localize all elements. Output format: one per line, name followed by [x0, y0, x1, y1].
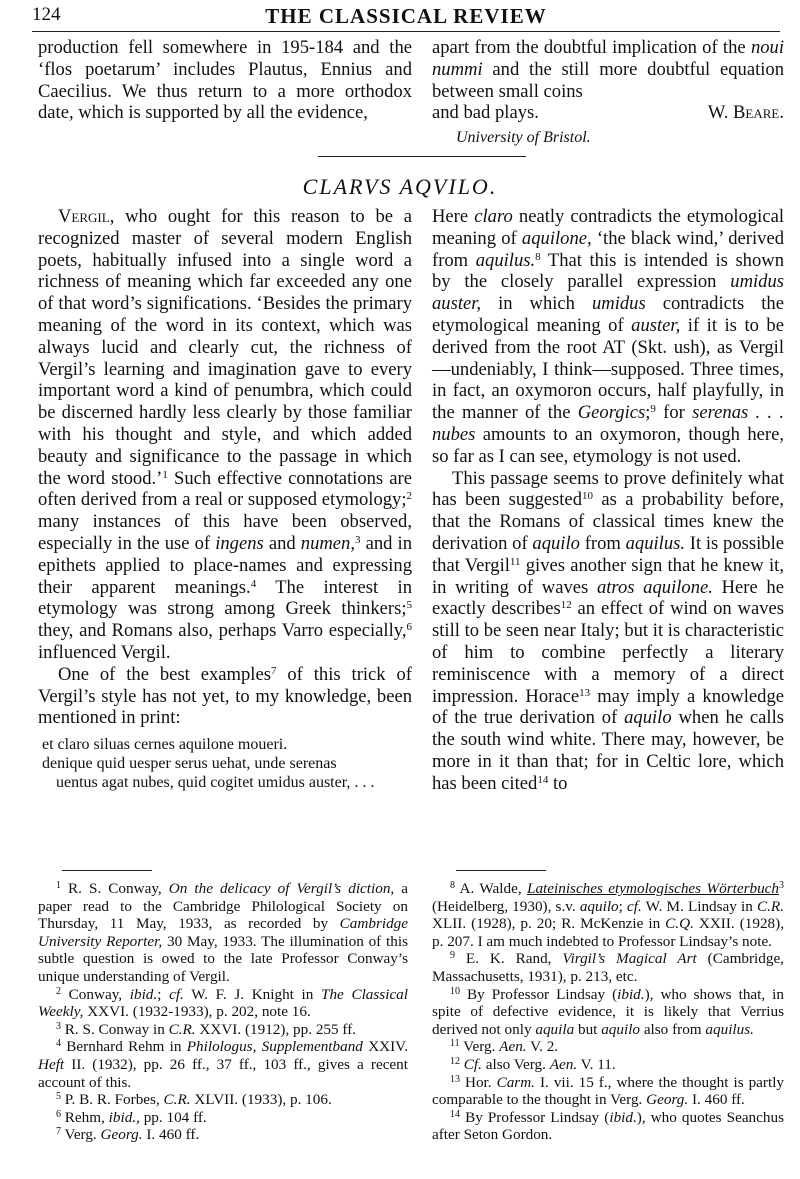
paragraph-3: Here claro neatly contradicts the etymological meaning of aquilone, ‘the black wind,’ derived from aquilus.$^8$ That this is intended is shown by the closely parallel expression umidus auster, in which umidus contradicts the etymological meaning of auster, if it is to be derived from the root AT (Skt. ush), as Vergil—undeniably, I think—supposed. Three times, in fact, an oxymoron occurs, half playfully, in the manner of the Georgics;$^9$ for serenas . . . nubes amounts to an oxymoron, though here, so far as I can see, etymology is not used.: [432, 206, 785, 467]
footnote-7: $^7$ Verg. Georg. I. 460 ff.: [56, 1126, 200, 1144]
prev-article-left: [38, 37, 412, 124]
footnote-13: $^{13}$ Hor. Carm. I. vii. 15 f., where the thought is partly comparable to the thought in Verg. Georg. I. 460 ff.: [432, 1073, 785, 1109]
footnotes-left: [38, 880, 408, 1144]
footnote-11: $^{11}$ Verg. Aen. V. 2.: [450, 1038, 559, 1056]
paragraph-2: One of the best examples$^7$ of this trick of Vergil’s style has not yet, to my knowledge, been mentioned in print:: [38, 663, 412, 729]
footnote-14: $^{14}$ By Professor Lindsay (ibid.), who quotes Seanchus after Seton Gordon.: [432, 1108, 784, 1144]
header-rule: [32, 31, 780, 32]
fn-ref-7: 7: [270, 664, 277, 677]
footnote-4: $^4$ Bernhard Rehm in Philologus, Supplementband XXIV. Heft II. (1932), pp. 26 ff., 37 ff., 103 ff., gives a recent account of this.: [38, 1038, 408, 1091]
footnote-3: $^3$ R. S. Conway in C.R. XXVI. (1912), pp. 255 ff.: [56, 1020, 357, 1038]
fn-ref-14: 14: [537, 773, 549, 786]
fn-ref-10: 10: [582, 490, 593, 503]
journal-title: THE CLASSICAL REVIEW: [265, 4, 547, 28]
fn-ref-12: 12: [560, 599, 572, 612]
footnote-10: $^{10}$ By Professor Lindsay (ibid.), who shows that, in spite of defective evidence, it is likely that Verrius derived not only aquila but aquilo also from aquilus.: [432, 985, 784, 1038]
prev-article-text: production fell somewhere in 195-184 and the ‘flos poetarum’ includes Plautus, Ennius and Caecilius. We thus return to a more orthodox date, which is supported by all the evidence,: [38, 37, 412, 124]
fn-ref-2: 2: [406, 490, 412, 503]
fn-ref-9: 9: [650, 403, 656, 416]
article-left-column: [38, 206, 412, 792]
footnote-6: $^6$ Rehm, ibid., pp. 104 ff.: [56, 1108, 207, 1126]
quote-line: denique quid uesper serus uehat, unde serenas: [42, 755, 337, 773]
fn-ref-6: 6: [406, 621, 412, 634]
footnote-1: $^1$ R. S. Conway, On the delicacy of Vergil’s diction, a paper read to the Cambridge Philological Society on Thursday, 11 May, 1933, as recorded by Cambridge University Reporter, 30 May, 1933. The illumination of this subtle question is owed to the late Professor Conway’s unique understanding of Vergil.: [38, 880, 409, 985]
quote-line: et claro siluas cernes aquilone moueri.: [42, 736, 288, 754]
signature-line: and bad plays. W. Beare.: [432, 102, 784, 124]
page-number: 124: [32, 4, 61, 25]
fn-ref-8: 8: [535, 250, 541, 263]
paragraph-4: This passage seems to prove definitely what has been suggested$^{10}$ as a probability before, that the Romans of classical times knew the derivation of aquilo from aquilus. It is possible that Vergil$^{11}$ gives another sign that he knew it, in writing of waves atros aquilone. Here he exactly describes$^{12}$ an effect of wind on waves still to be seen near Italy; but it is characteristic of him to combine perfectly a literary reminiscence with a memory of a direct impression. Horace$^{13}$ may imply a knowledge of the true derivation of aquilo when he calls the south wind white. There may, however, be more in it than that; for in Celtic lore, which has been cited$^{14}$ to: [432, 467, 785, 794]
quote-line: uentus agat nubes, quid cogitet umidus auster, . . .: [56, 774, 375, 792]
article-divider: [318, 156, 526, 157]
fn-ref-1: 1: [162, 468, 168, 481]
footnote-5: $^5$ P. B. R. Forbes, C.R. XLVII. (1933), p. 106.: [56, 1091, 332, 1109]
verse-quotation: [38, 735, 412, 792]
article-right-column: [432, 206, 784, 795]
footnote-2: $^2$ Conway, ibid.; cf. W. F. J. Knight in The Classical Weekly, XXVI. (1932-1933), p. 202, note 16.: [38, 985, 408, 1021]
footnotes-right: [432, 880, 784, 1144]
prev-article-right-text: apart from the doubtful implication of the noui nummi and the still more doubtful equation between small coins: [432, 37, 784, 102]
fn-ref-11: 11: [509, 555, 521, 568]
paragraph-1: Vergil, who ought for this reason to be a recognized master of several modern English poets, habitually infused into a single word a richness of meaning which far exceeded any one of that word’s significations. ‘Besides the primary meaning of the word in its context, which was always lucid and clearly cut, the richness of Vergil’s learning and imagination gave to every important word a kind of penumbra, which could be discerned hardly less clearly by those familiar with his thought and style, and which added beauty and significance to the passage in which the word stood.’$^1$ Such effective connotations are often derived from a real or supposed etymology;$^2$ many instances of this have been observed, especially in the use of ingens and numen,$^3$ and in epithets applied to place-names and expressing their apparent meanings.$^4$ The interest in etymology was strong among Greek thinkers;$^5$ they, and Romans also, perhaps Varro especially,$^6$ influenced Vergil.: [38, 206, 412, 663]
author-signature: W. Beare.: [707, 102, 784, 124]
fn-ref-13: 13: [579, 686, 591, 699]
fn-ref-4: 4: [250, 577, 257, 590]
prev-article-right: [432, 37, 784, 148]
footnote-9: $^9$ E. K. Rand, Virgil’s Magical Art (Cambridge, Massachusetts, 1931), p. 213, etc.: [432, 950, 784, 985]
footnote-8: $^8$ A. Walde, Lateinisches etymologisches Wörterbuch$^3$ (Heidelberg, 1930), s.v. aquilo; cf. W. M. Lindsay in C.R. XLII. (1928), p. 20; R. McKenzie in C.Q. XXII. (1928), p. 207. I am much indebted to Professor Lindsay’s note.: [432, 880, 785, 950]
article-title: CLARVS AQVILO.: [302, 174, 498, 199]
author-affiliation: University of Bristol.: [456, 129, 591, 147]
running-head: [32, 4, 780, 28]
footnote-12: $^{12}$ Cf. also Verg. Aen. V. 11.: [450, 1055, 616, 1073]
fn-ref-5: 5: [406, 599, 412, 612]
fn-ref-3: 3: [355, 533, 361, 546]
